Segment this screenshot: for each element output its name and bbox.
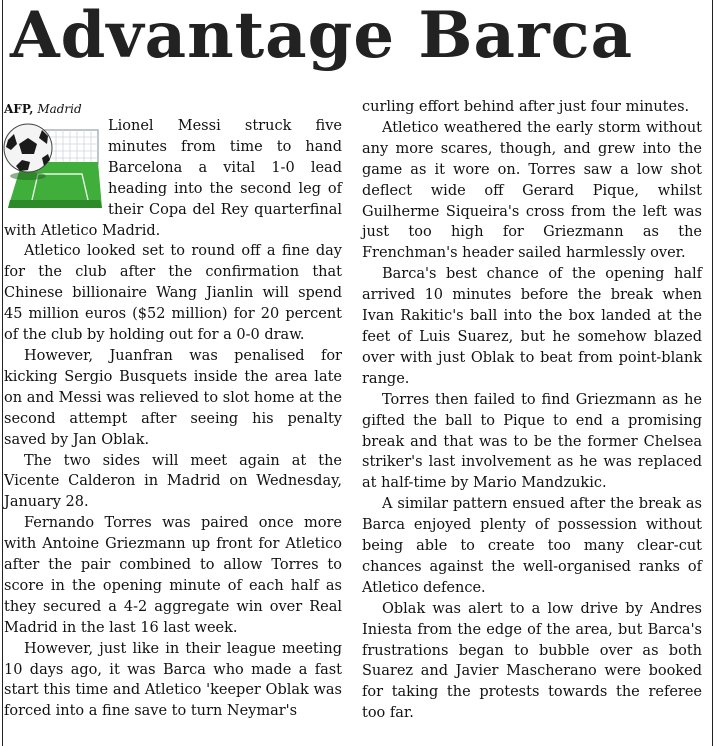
- left-paragraph: Fernando Torres was paired once more with Antoine Griezmann up front for Atletico after the pair combined to allow Torres to score in the opening minute of each half as they secured a 4-2 aggregate win over Real Madrid in the last 16 last week.: [4, 515, 342, 636]
- right-paragraph: Atletico weathered the early storm without any more scares, though, and grew into the game as it wore on. Torres saw a low shot deflect wide off Gerard Pique, whilst Guilherme Siqueira's cross from the left was just too high for Griezmann as the Frenchman's header sailed harmlessly over.: [362, 119, 702, 262]
- right-paragraph: Torres then failed to find Griezmann as he gifted the ball to Pique to end a promising break and that was to be the former Chelsea striker's last involvement as he was replaced at half-time by Mario Mandzukic.: [362, 391, 702, 492]
- right-paragraph: curling effort behind after just four minutes.: [362, 99, 690, 115]
- left-paragraph: However, just like in their league meeting 10 days ago, it was Barca who made a fast start this time and Atletico 'keeper Oblak was forced into a fine save to turn Neymar's: [4, 640, 342, 720]
- left-paragraph: However, Juanfran was penalised for kicking Sergio Busquets inside the area late on and Messi was relieved to slot home at the second attempt after seeing his penalty saved by Jan Oblak.: [4, 347, 342, 448]
- byline-place: Madrid: [37, 102, 82, 116]
- left-paragraph: Atletico looked set to round off a fine day for the club after the confirmation that Chinese billionaire Wang Jianlin will spend 45 million euros ($52 million) for 20 percent of the club by holding out for a 0-0 draw.: [4, 243, 342, 344]
- left-paragraph: The two sides will meet again at the Vicente Calderon in Madrid on Wednesday, January 28.: [4, 452, 342, 511]
- soccer-ball-goal-icon: [2, 116, 102, 212]
- left-paragraph: Lionel Messi struck five minutes from time to hand Barcelona a vital 1-0 lead heading into the second leg of their Copa del Rey quarterfinal with Atletico Madrid.: [4, 118, 342, 239]
- byline-agency: AFP,: [4, 102, 34, 116]
- right-paragraph: Barca's best chance of the opening half arrived 10 minutes before the break when Ivan Rakitic's ball into the box landed at the feet of Luis Suarez, but he somehow blazed over with just Oblak to beat from point-blank range.: [362, 266, 702, 387]
- right-column: [362, 97, 702, 724]
- headline: Advantage Barca: [10, 0, 634, 73]
- left-column: [4, 118, 342, 722]
- byline: [4, 101, 82, 117]
- right-paragraph: A similar pattern ensued after the break as Barca enjoyed plenty of possession without being able to create too many clear-cut chances against the well-organised ranks of Atletico defence.: [362, 496, 702, 596]
- right-paragraph: Oblak was alert to a low drive by Andres Iniesta from the edge of the area, but Barca's frustrations began to bubble over as both Suarez and Javier Mascherano were booked for taking the protests towards the referee too far.: [362, 600, 702, 722]
